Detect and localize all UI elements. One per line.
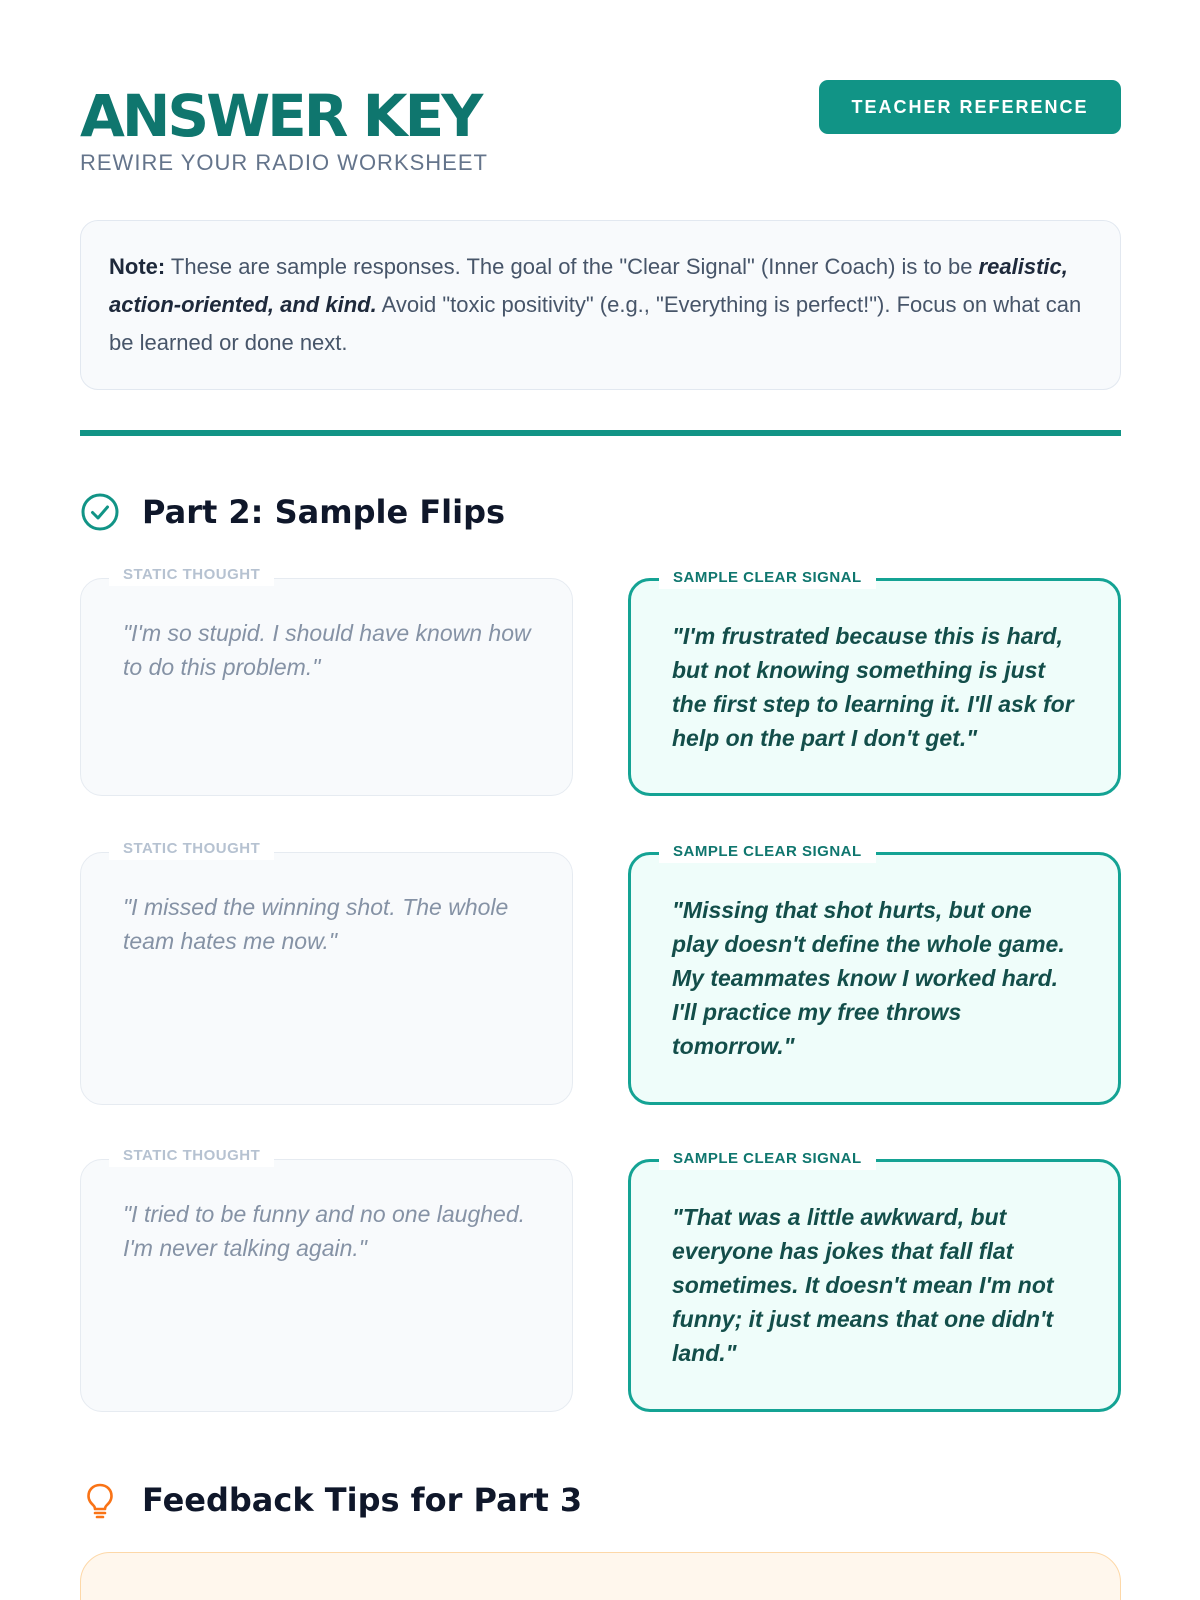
teacher-reference-badge[interactable]: TEACHER REFERENCE [819,80,1121,134]
note-box [80,220,1121,390]
clear-signal-label: SAMPLE CLEAR SIGNAL [659,567,876,589]
static-thought-card [80,840,573,1105]
clear-signal-card [628,1150,1121,1412]
static-thought-label: STATIC THOUGHT [109,838,274,860]
page-title: ANSWER KEY [80,82,481,150]
static-thought-label: STATIC THOUGHT [109,1145,274,1167]
clear-signal-text: "Missing that shot hurts, but one play doesn't define the whole game. My teammates know I worked hard. I'll practice my free throws tomorrow." [672,897,1065,1059]
clear-signal-card [628,569,1121,796]
feedback-tips-box [80,1552,1121,1600]
static-thought-label: STATIC THOUGHT [109,564,274,586]
part2-heading [80,492,505,532]
page-subtitle: REWIRE YOUR RADIO WORKSHEET [80,150,488,175]
note-text-2: Avoid "toxic positivity" (e.g., "Everything is perfect!"). Focus on what can be learned or done next. [109,292,1082,355]
clear-signal-label: SAMPLE CLEAR SIGNAL [659,841,876,863]
clear-signal-text: "That was a little awkward, but everyone has jokes that fall flat sometimes. It doesn't mean I'm not funny; it just means that one didn't land." [672,1204,1054,1366]
static-thought-text: "I missed the winning shot. The whole team hates me now." [123,894,509,954]
section-divider [80,430,1121,436]
static-thought-card [80,1147,573,1412]
part3-heading [80,1480,582,1520]
clear-signal-text: "I'm frustrated because this is hard, but not knowing something is just the first step to learning it. I'll ask for help on the part I don't get." [672,623,1074,751]
static-thought-card [80,566,573,796]
part3-heading-text: Feedback Tips for Part 3 [142,1481,583,1519]
lightbulb-icon [80,1480,120,1520]
clear-signal-card [628,843,1121,1105]
check-circle-icon [80,492,120,532]
static-thought-text: "I tried to be funny and no one laughed. I'm never talking again." [123,1201,526,1261]
clear-signal-label: SAMPLE CLEAR SIGNAL [659,1148,876,1170]
part2-heading-text: Part 2: Sample Flips [142,493,506,531]
note-text-1: These are sample responses. The goal of the "Clear Signal" (Inner Coach) is to be [165,254,979,279]
note-label: Note: [109,254,166,279]
static-thought-text: "I'm so stupid. I should have known how to do this problem." [123,620,531,680]
note-emphasis: realistic, action-oriented, and kind. [109,254,1068,317]
